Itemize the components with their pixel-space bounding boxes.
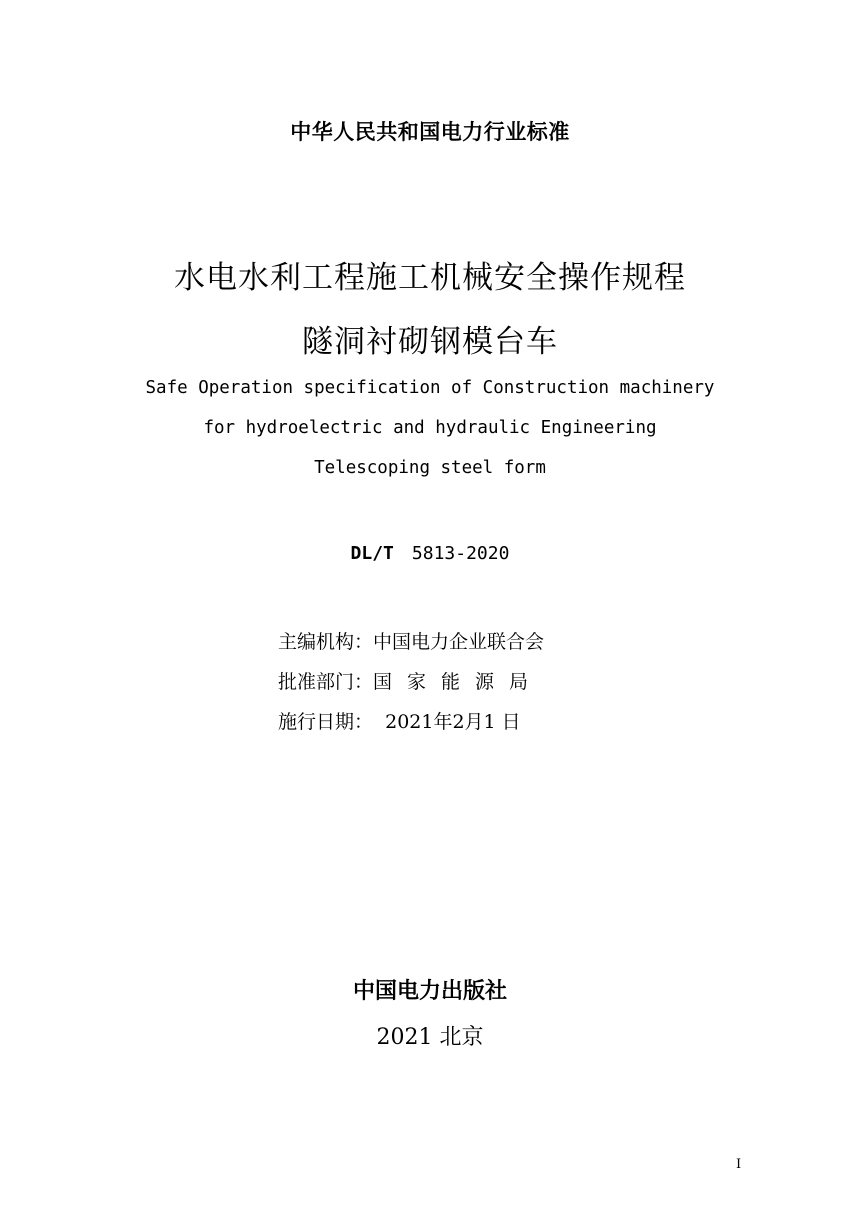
document-title-line-1: 水电水利工程施工机械安全操作规程 xyxy=(174,260,686,296)
effective-date-value: 2021年2月1 日 xyxy=(385,711,521,733)
approver-value: 国家能源局 xyxy=(373,671,544,693)
english-title-line-3: Telescoping steel form xyxy=(314,458,546,478)
publisher: 中国电力出版社 xyxy=(352,979,507,1004)
standard-code-number: 5813-2020 xyxy=(411,543,510,564)
document-title-line-2: 隧洞衬砌钢模台车 xyxy=(302,324,558,360)
standard-code-prefix: DL/T xyxy=(350,543,394,564)
editor-label: 主编机构： xyxy=(278,631,374,653)
page-number: I xyxy=(736,1157,742,1172)
approver-row xyxy=(278,667,543,694)
editor-row xyxy=(278,627,544,654)
english-title-line-1: Safe Operation specification of Construction machinery xyxy=(145,378,715,398)
english-title-line-2: for hydroelectric and hydraulic Engineering xyxy=(203,418,657,438)
publication-year-place: 2021 北京 xyxy=(376,1025,484,1050)
industry-standard-heading: 中华人民共和国电力行业标准 xyxy=(290,120,570,144)
editor-value: 中国电力企业联合会 xyxy=(373,631,545,653)
effective-date-row xyxy=(278,707,521,734)
approver-label: 批准部门： xyxy=(278,671,374,693)
effective-date-label: 施行日期： xyxy=(278,711,374,733)
standard-code xyxy=(0,543,860,564)
